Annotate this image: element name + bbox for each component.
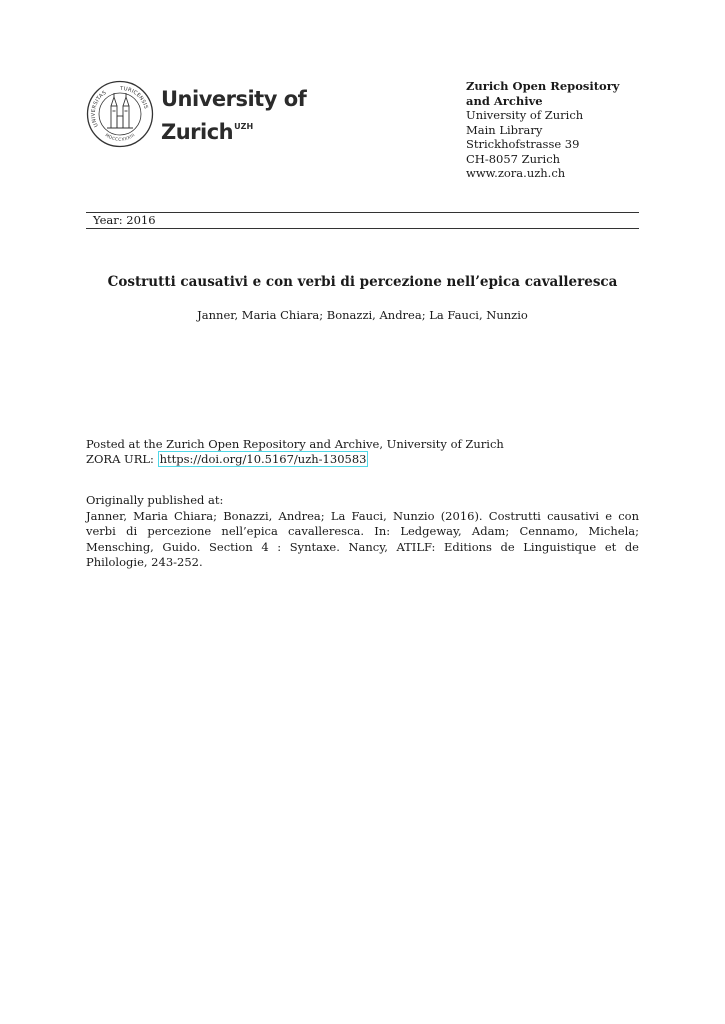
seal-text-bottom: MDCCCXXXIII	[104, 132, 136, 142]
bottom-rule	[86, 228, 639, 229]
zora-url-label: ZORA URL:	[86, 452, 158, 466]
address-line-website: www.zora.uzh.ch	[466, 166, 566, 180]
posted-line: Posted at the Zurich Open Repository and Archive, University of Zurich	[86, 437, 504, 451]
uzh-superscript: UZH	[234, 122, 254, 131]
svg-text:MDCCCXXXIII	[104, 132, 135, 142]
posted-notice	[86, 437, 646, 467]
university-name-line1: University of	[161, 87, 307, 111]
address-line-university: University of Zurich	[466, 108, 584, 122]
year-label: Year: 2016	[93, 213, 156, 227]
paper-authors: Janner, Maria Chiara; Bonazzi, Andrea; La Fauci, Nunzio	[197, 308, 528, 322]
seal-text-left: UNIVERSITAS	[90, 89, 108, 128]
paper-title: Costrutti causativi e con verbi di percezione nell’epica cavalleresca	[107, 274, 618, 290]
university-name-line2: Zurich	[161, 120, 234, 144]
repository-title: Zurich Open Repository and Archive	[466, 79, 620, 108]
repository-address	[466, 79, 646, 181]
top-rule	[86, 212, 639, 213]
university-seal-icon	[86, 80, 154, 148]
university-name	[161, 86, 306, 146]
original-publication	[86, 493, 639, 571]
address-line-library: Main Library	[466, 122, 543, 137]
address-line-street: Strickhofstrasse 39	[466, 137, 580, 151]
citation-text: Janner, Maria Chiara; Bonazzi, Andrea; La Fauci, Nunzio (2016). Costrutti causativi e con verbi di percezione nell’epica cavalleresca. In: Ledgeway, Adam; Cennamo, Michela; Mensching, Guido. Section 4 : Syntaxe. Nancy, ATILF: Editions de Linguistique et de Philologie, 243-252.	[86, 508, 639, 569]
university-logo	[86, 80, 306, 150]
originally-published-heading: Originally published at:	[86, 493, 224, 507]
address-line-city: CH-8057 Zurich	[466, 151, 561, 166]
doi-link[interactable]: https://doi.org/10.5167/uzh-130583	[159, 452, 367, 466]
seal-text-right: TURICENSIS	[119, 85, 149, 110]
